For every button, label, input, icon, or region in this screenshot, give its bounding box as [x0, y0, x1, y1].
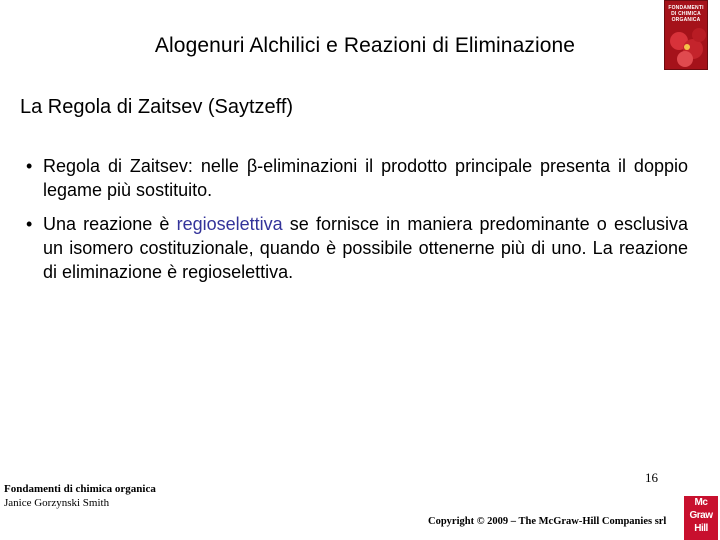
- cover-title-line: ORGANICA: [671, 17, 701, 23]
- slide-subtitle: La Regola di Zaitsev (Saytzeff): [20, 96, 294, 118]
- logo-line: Graw: [689, 510, 713, 521]
- bullet-list: [26, 154, 688, 294]
- footer-book-title: Fondamenti di chimica organica: [4, 483, 156, 495]
- highlighted-term: regioselettiva: [176, 214, 283, 234]
- footer-book-info: [4, 482, 156, 510]
- logo-line: Hill: [694, 523, 708, 534]
- cover-title-line: DI CHIMICA: [671, 11, 701, 17]
- cover-title: [667, 5, 705, 23]
- bullet-item: [26, 154, 688, 202]
- book-cover-thumbnail: [664, 0, 708, 70]
- slide-title: Alogenuri Alchilici e Reazioni di Eliminazione: [154, 34, 576, 57]
- mcgraw-hill-logo: [684, 496, 718, 540]
- bullet-text-after: se fornisce in maniera predominante o esclusiva un isomero costituzionale, quando è possibile ottenerne più di uno. La reazione di eliminazione è regioselettiva.: [43, 214, 688, 282]
- logo-line: Mc: [694, 497, 708, 508]
- bullet-text-before: Una reazione è: [43, 214, 177, 234]
- bullet-item: [26, 212, 688, 284]
- footer-author: Janice Gorzynski Smith: [4, 497, 110, 509]
- footer-copyright: Copyright © 2009 – The McGraw-Hill Companies srl: [428, 516, 667, 527]
- cover-title-line: FONDAMENTI: [668, 5, 704, 11]
- bullet-marker: •: [26, 214, 33, 234]
- bullet-text: Regola di Zaitsev: nelle β-eliminazioni il prodotto principale presenta il doppio legame più sostituito.: [43, 156, 688, 200]
- page-number: 16: [645, 470, 658, 485]
- bullet-marker: •: [26, 156, 33, 176]
